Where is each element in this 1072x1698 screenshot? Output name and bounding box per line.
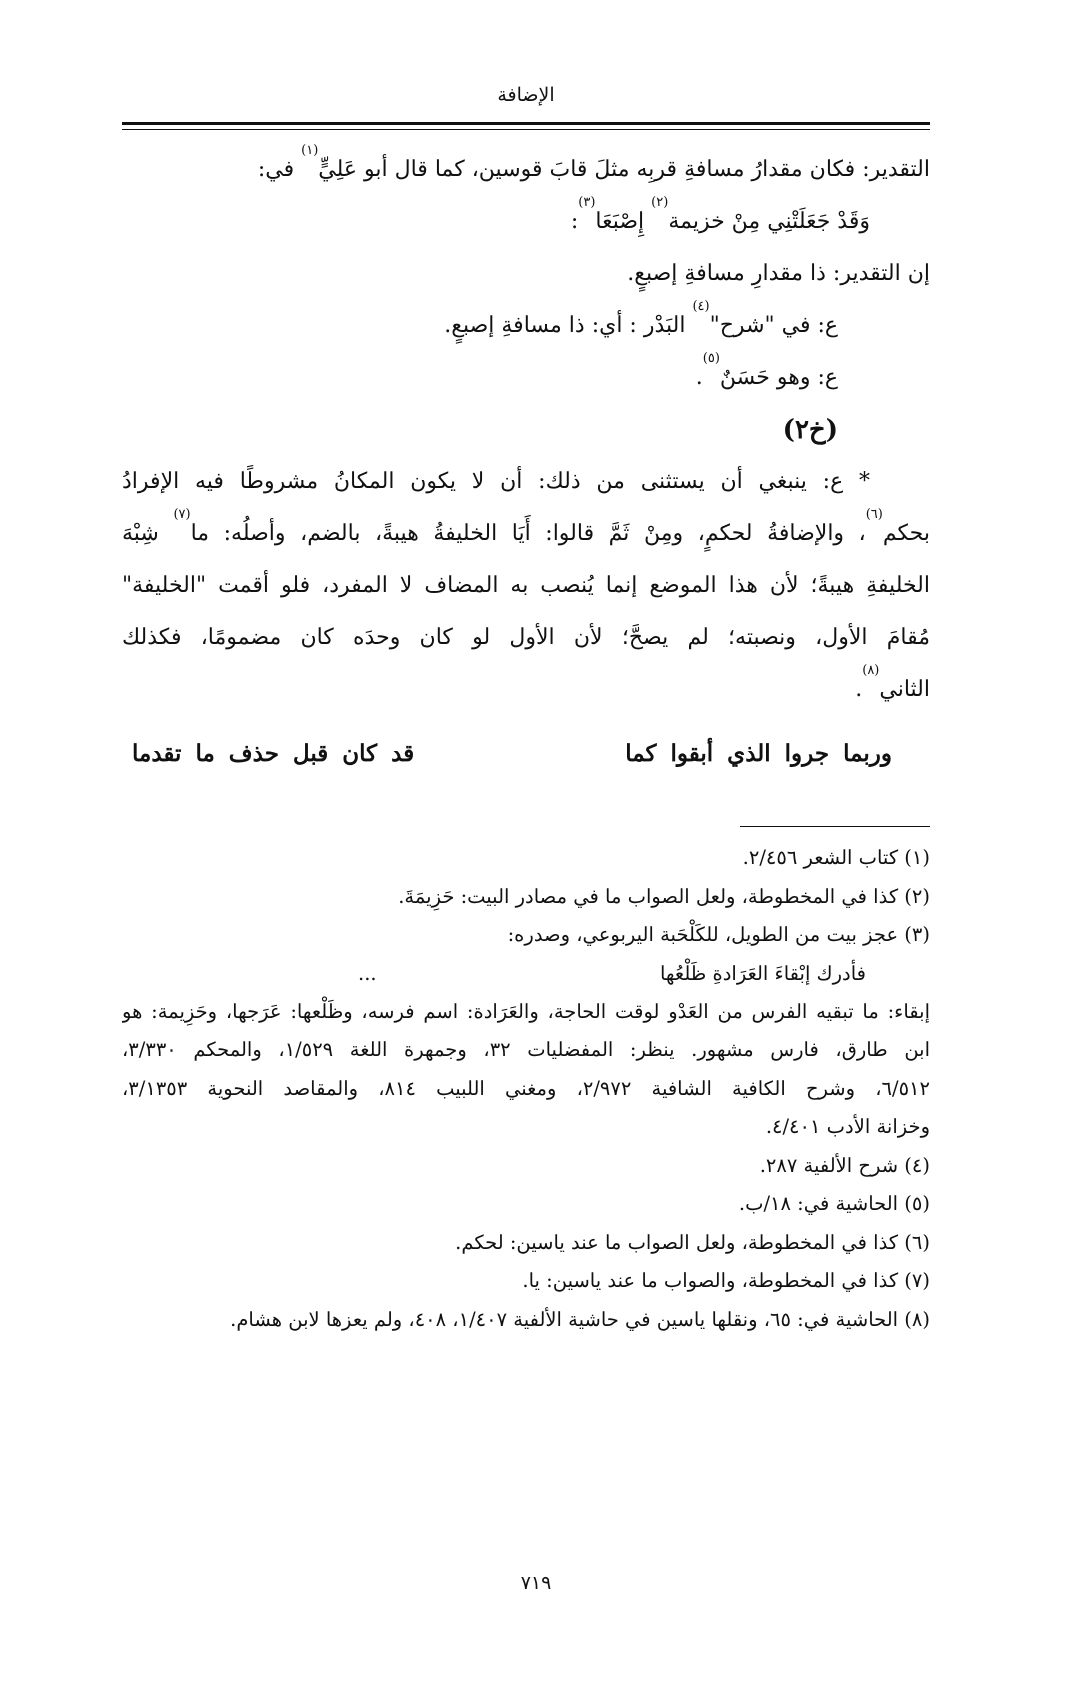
alfiya-verse bbox=[122, 726, 930, 782]
footnote-ref-5: (٥) bbox=[702, 351, 720, 366]
footnote-7: (٧) كذا في المخطوطة، والصواب ما عند ياسين: يا. bbox=[522, 1269, 930, 1292]
text-line-3: إن التقدير: ذا مقدارِ مسافةِ إصبعٍ. bbox=[627, 261, 930, 286]
text-segment: البَدْر : أي: ذا مسافةِ إصبعٍ. bbox=[444, 313, 693, 338]
footnote-8: (٨) الحاشية في: ٦٥، ونقلها ياسين في حاشية الألفية ١/٤٠٧، ٤٠٨، ولم يعزها لابن هشام. bbox=[230, 1307, 930, 1331]
running-title: الإضافة bbox=[497, 84, 555, 106]
footnote-3: (٣) عجز بيت من الطويل، للكَلْحَبة اليربوعي، وصدره: bbox=[507, 923, 930, 946]
text-segment: . bbox=[695, 365, 703, 390]
text-segment: في: bbox=[257, 157, 302, 182]
page-number: ٧١٩ bbox=[520, 1572, 552, 1594]
footnote-verse-text: فأدرك إبْقاءَ العَرَادةِ ظَلْعُها bbox=[659, 961, 866, 985]
text-segment: : bbox=[570, 209, 579, 234]
verse-left-hemistich: قد كان قبل حذف ما تقدما bbox=[132, 740, 415, 767]
text-segment: وَقَدْ جَعَلَتْنِي مِنْ خزيمة bbox=[668, 209, 870, 234]
footnote-ref-6: (٦) bbox=[865, 508, 883, 522]
footnote-separator bbox=[740, 826, 930, 827]
text-line-4 bbox=[122, 300, 930, 352]
text-segment: شِبْهَ bbox=[122, 521, 174, 546]
footnote-1: (١) كتاب الشعر ٢/٤٥٦. bbox=[742, 846, 930, 869]
header-rule-thin bbox=[122, 129, 930, 130]
marker-text: (خ٢) bbox=[782, 415, 838, 445]
footnote-3-line-3: ٦/٥١٢، وشرح الكافية الشافية ٢/٩٧٢، ومغني اللبيب ٨١٤، والمقاصد النحوية ٣/١٣٥٣، bbox=[122, 1076, 930, 1100]
text-segment: الثاني bbox=[879, 677, 930, 702]
verse-quote-line bbox=[122, 196, 930, 248]
footnote-5: (٥) الحاشية في: ١٨/ب. bbox=[738, 1192, 930, 1215]
footnote-3-line-4: وخزانة الأدب ٤/٤٠١. bbox=[765, 1115, 930, 1138]
verse-right-hemistich: وربما جروا الذي أبقوا كما bbox=[625, 740, 892, 767]
footnote-3-line-1: إبقاء: ما تبقيه الفرس من العَدْو لوقت الحاجة، والعَرَادة: اسم فرسه، وظَلْعها: عَرَجها، وحَزِيمة: هو bbox=[122, 999, 930, 1023]
footnote-verse-ellipsis: ... bbox=[358, 961, 377, 985]
text-segment: ، والإضافةُ لحكمٍ، ومِنْ ثَمَّ قالوا: أَيَا الخليفةُ هيبةً، بالضم، وأصلُه: ما bbox=[190, 521, 866, 546]
paragraph-line-3: الخليفةِ هيبةً؛ لأن هذا الموضع إنما يُنصب به المضاف لا المفرد، فلو أقمت "الخليفة" bbox=[122, 573, 930, 598]
text-line-5 bbox=[122, 352, 930, 404]
text-segment: إِصْبَعَا bbox=[595, 209, 652, 234]
paragraph-line-1: * ع: ينبغي أن يستثنى من ذلك: أن لا يكون المكانُ مشروطًا فيه الإفرادُ bbox=[122, 469, 870, 494]
footnote-ref-7: (٧) bbox=[173, 508, 191, 522]
paragraph-line-4: مُقامَ الأول، ونصبته؛ لم يصحَّ؛ لأن الأول لو كان وحدَه كان مضمومًا، فكذلك bbox=[122, 625, 930, 650]
footnote-6: (٦) كذا في المخطوطة، ولعل الصواب ما عند ياسين: لحكم. bbox=[455, 1230, 930, 1254]
text-segment: التقدير: فكان مقدارُ مسافةِ قربِه مثلَ قابَ قوسين، كما قال أبو عَلِيٍّ bbox=[318, 157, 930, 182]
text-segment: بحكم bbox=[882, 521, 930, 546]
footnote-ref-2: (٢) bbox=[651, 195, 669, 210]
header-rule-thick bbox=[122, 122, 930, 125]
footnote-ref-3: (٣) bbox=[578, 195, 596, 210]
manuscript-marker bbox=[122, 404, 930, 456]
footnote-4: (٤) شرح الألفية ٢٨٧. bbox=[759, 1153, 930, 1177]
footnote-2: (٢) كذا في المخطوطة، ولعل الصواب ما في مصادر البيت: حَزِيمَةَ. bbox=[398, 884, 930, 908]
main-text bbox=[122, 144, 930, 782]
text-segment: ع: في "شرح" bbox=[709, 313, 838, 338]
footnote-3-line-2: ابن طارق، فارس مشهور. ينظر: المفضليات ٣٢، وجمهرة اللغة ١/٥٢٩، والمحكم ٣/٣٣٠، bbox=[122, 1038, 930, 1061]
footnote-ref-4: (٤) bbox=[692, 299, 710, 314]
paragraph-line-2 bbox=[122, 508, 930, 560]
paragraph-line-5 bbox=[122, 664, 930, 716]
text-segment: . bbox=[855, 677, 863, 702]
footnote-ref-8: (٨) bbox=[862, 663, 880, 678]
text-segment: ع: وهو حَسَنٌ bbox=[719, 365, 838, 390]
footnotes bbox=[122, 839, 930, 1339]
footnote-ref-1: (١) bbox=[301, 143, 319, 158]
text-line-1 bbox=[122, 144, 930, 196]
footnote-3-verse bbox=[122, 955, 930, 993]
